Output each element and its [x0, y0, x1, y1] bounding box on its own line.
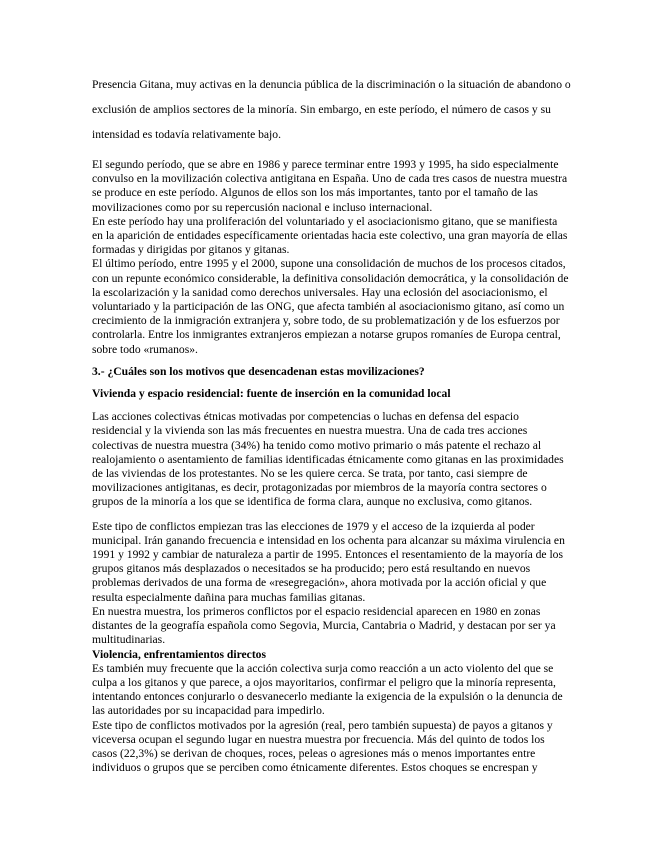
document-body [92, 158, 570, 775]
intro-paragraph: Presencia Gitana, muy activas en la denuncia pública de la discriminación o la situación de abandono o exclusión de amplios sectores de la minoría. Sin embargo, en este período, el número de casos y su intensidad es todavía relativamente bajo. [92, 78, 571, 141]
paragraph-volunteering: En este período hay una proliferación del voluntariado y el asociacionismo gitano, que se manifiesta en la aparición de entidades específicamente orientadas hacia este colectivo, una gran mayoría de ellas formadas y dirigidas por gitanos y gitanas. [92, 214, 568, 257]
subheading-housing: Vivienda y espacio residencial: fuente de inserción en la comunidad local [92, 387, 451, 401]
paragraph-violence-reaction: Es también muy frecuente que la acción colectiva surja como reacción a un acto violento del que se culpa a los gitanos y que parece, a ojos mayoritarios, confirmar el peligro que la minoría representa, intentando entonces conjurarlo o desvanecerlo mediante la exigencia de la expulsión o la denuncia de las autoridades por su incapacidad para impedirlo. [92, 661, 563, 718]
paragraph-second-period: El segundo período, que se abre en 1986 y parece terminar entre 1993 y 1995, ha sido especialmente convulso en la movilización colectiva antigitana en España. Uno de cada tres casos de nuestra muestra se produce en este período. Algunos de ellos son los más importantes, tanto por el tamaño de las movilizaciones como por su repercusión nacional e incluso internacional. [92, 158, 568, 214]
subheading-violence: Violencia, enfrentamientos directos [92, 647, 266, 661]
paragraph-aggression-conflicts: Este tipo de conflictos motivados por la agresión (real, pero también supuesta) de payos a gitanos y viceversa ocupan el segundo lugar en nuestra muestra por frecuencia. Más del quinto de todos los casos (22,3%) se derivan de choques, roces, peleas o agresiones más o menos importantes entre individuos o grupos que se perciben como étnicamente diferentes. Estos choques se encrespan y [92, 718, 553, 775]
paragraph-first-conflicts: En nuestra muestra, los primeros conflictos por el espacio residencial aparecen en 1980 en zonas distantes de la geografía española como Segovia, Murcia, Cantabria o Madrid, y destacan por ser ya multitudinarias. [92, 604, 556, 647]
paragraph-housing-actions: Las acciones colectivas étnicas motivadas por competencias o luchas en defensa del espacio residencial y la vivienda son las más frecuentes en nuestra muestra. Una de cada tres acciones colectivas de nuestra muestra (34%) ha tenido como motivo primario o más patente el rechazo al realojamiento o asentamiento de familias identificadas étnicamente como gitanas en las proximidades de las viviendas de los protestantes. No se les quiere cerca. Se trata, por tanto, casi siempre de movilizaciones antigitanas, es decir, protagonizadas por miembros de la mayoría contra sectores o grupos de la minoría a los que se identifica de forma clara, aunque no exclusiva, como gitanos. [92, 410, 564, 509]
section-heading-motives: 3.- ¿Cuáles son los motivos que desencadenan estas movilizaciones? [92, 364, 425, 378]
paragraph-last-period: El último período, entre 1995 y el 2000, supone una consolidación de muchos de los procesos citados, con un repunte económico considerable, la definitiva consolidación democrática, y la consolidación de la escolarización y la sanidad como derechos universales. Hay una eclosión del asociacionismo, el voluntariado y la participación de las ONG, que afecta también al asociacionismo gitano, así como un crecimiento de la inmigración extranjera y, sobre todo, de su problematización y de los esfuerzos por controlarla. Entre los inmigrantes extranjeros empiezan a notarse grupos romaníes de Europa central, sobre todo «rumanos». [92, 257, 569, 356]
paragraph-conflict-origins: Este tipo de conflictos empiezan tras las elecciones de 1979 y el acceso de la izquierda al poder municipal. Irán ganando frecuencia e intensidad en los ochenta para alcanzar su máxima virulencia en 1991 y 1992 y cambiar de naturaleza a partir de 1995. Entonces el resentamiento de la mayoría de los grupos gitanos más desplazados o necesitados se ha producido; pero está resultando en nuevos problemas derivados de una forma de «resegregación», ahora motivada por la acción oficial y que resulta especialmente dañina para muchas familias gitanas. [92, 519, 565, 604]
